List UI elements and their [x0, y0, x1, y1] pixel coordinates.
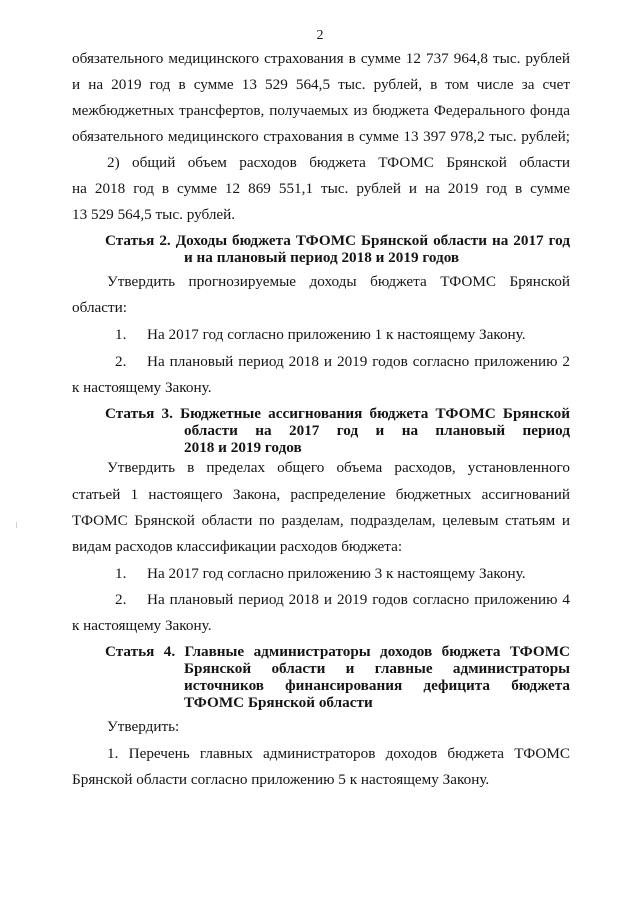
- text-line: 13 529 564,5 тыс. рублей.: [72, 206, 236, 223]
- article-3-heading-cont: области на 2017 год и на плановый период: [184, 422, 570, 439]
- scan-margin-mark: [16, 522, 17, 528]
- list-item: [115, 590, 570, 610]
- list-number: 2.: [115, 591, 127, 608]
- article-4-heading-cont: ТФОМС Брянской области: [184, 694, 373, 711]
- article-3-heading-cont: 2018 и 2019 годов: [184, 439, 302, 456]
- text-line: Утвердить:: [107, 718, 180, 735]
- list-number: 2.: [115, 353, 127, 370]
- text-line: к настоящему Закону.: [72, 617, 212, 634]
- page-number: 2: [316, 28, 324, 43]
- list-text: На плановый период 2018 и 2019 годов согласно приложению 2: [147, 353, 570, 370]
- article-3-heading: Статья 3. Бюджетные ассигнования бюджета ТФОМС Брянской: [105, 405, 570, 422]
- text-line: на 2018 год в сумме 12 869 551,1 тыс. рублей и на 2019 год в сумме: [72, 180, 570, 197]
- list-text: На плановый период 2018 и 2019 годов согласно приложению 4: [147, 591, 570, 608]
- text-line: статьей 1 настоящего Закона, распределение бюджетных ассигнований: [72, 486, 570, 503]
- article-4-heading-cont: Брянской области и главные администраторы: [184, 660, 570, 677]
- article-2-heading-cont: и на плановый период 2018 и 2019 годов: [184, 249, 460, 266]
- text-line: ТФОМС Брянской области по разделам, подразделам, целевым статьям и: [72, 512, 570, 529]
- article-2-heading: Статья 2. Доходы бюджета ТФОМС Брянской области на 2017 год: [105, 232, 570, 249]
- article-4-heading: Статья 4. Главные администраторы доходов бюджета ТФОМС: [105, 643, 570, 660]
- list-text: На 2017 год согласно приложению 1 к настоящему Закону.: [147, 326, 526, 343]
- list-text: На 2017 год согласно приложению 3 к настоящему Закону.: [147, 565, 526, 582]
- text-line: к настоящему Закону.: [72, 379, 212, 396]
- text-line: 1. Перечень главных администраторов доходов бюджета ТФОМС: [107, 745, 570, 762]
- list-number: 1.: [115, 326, 127, 343]
- text-line: области:: [72, 299, 127, 316]
- text-line: и на 2019 год в сумме 13 529 564,5 тыс. рублей, в том числе за счет: [72, 76, 570, 93]
- list-item: [115, 325, 570, 345]
- text-line: обязательного медицинского страхования в сумме 12 737 964,8 тыс. рублей: [72, 50, 570, 67]
- list-item: [115, 352, 570, 372]
- text-line: Брянской области согласно приложению 5 к настоящему Закону.: [72, 771, 490, 788]
- text-line: видам расходов классификации расходов бюджета:: [72, 538, 403, 555]
- text-line: обязательного медицинского страхования в сумме 13 397 978,2 тыс. рублей;: [72, 128, 570, 145]
- article-4-heading-cont: источников финансирования дефицита бюджета: [184, 677, 570, 694]
- list-number: 1.: [115, 565, 127, 582]
- list-item: [115, 564, 570, 584]
- text-line: Утвердить прогнозируемые доходы бюджета ТФОМС Брянской: [107, 273, 570, 290]
- text-line: межбюджетных трансфертов, получаемых из бюджета Федерального фонда: [72, 102, 570, 119]
- text-line: Утвердить в пределах общего объема расходов, установленного: [107, 459, 570, 476]
- text-line: 2) общий объем расходов бюджета ТФОМС Брянской области: [107, 154, 570, 171]
